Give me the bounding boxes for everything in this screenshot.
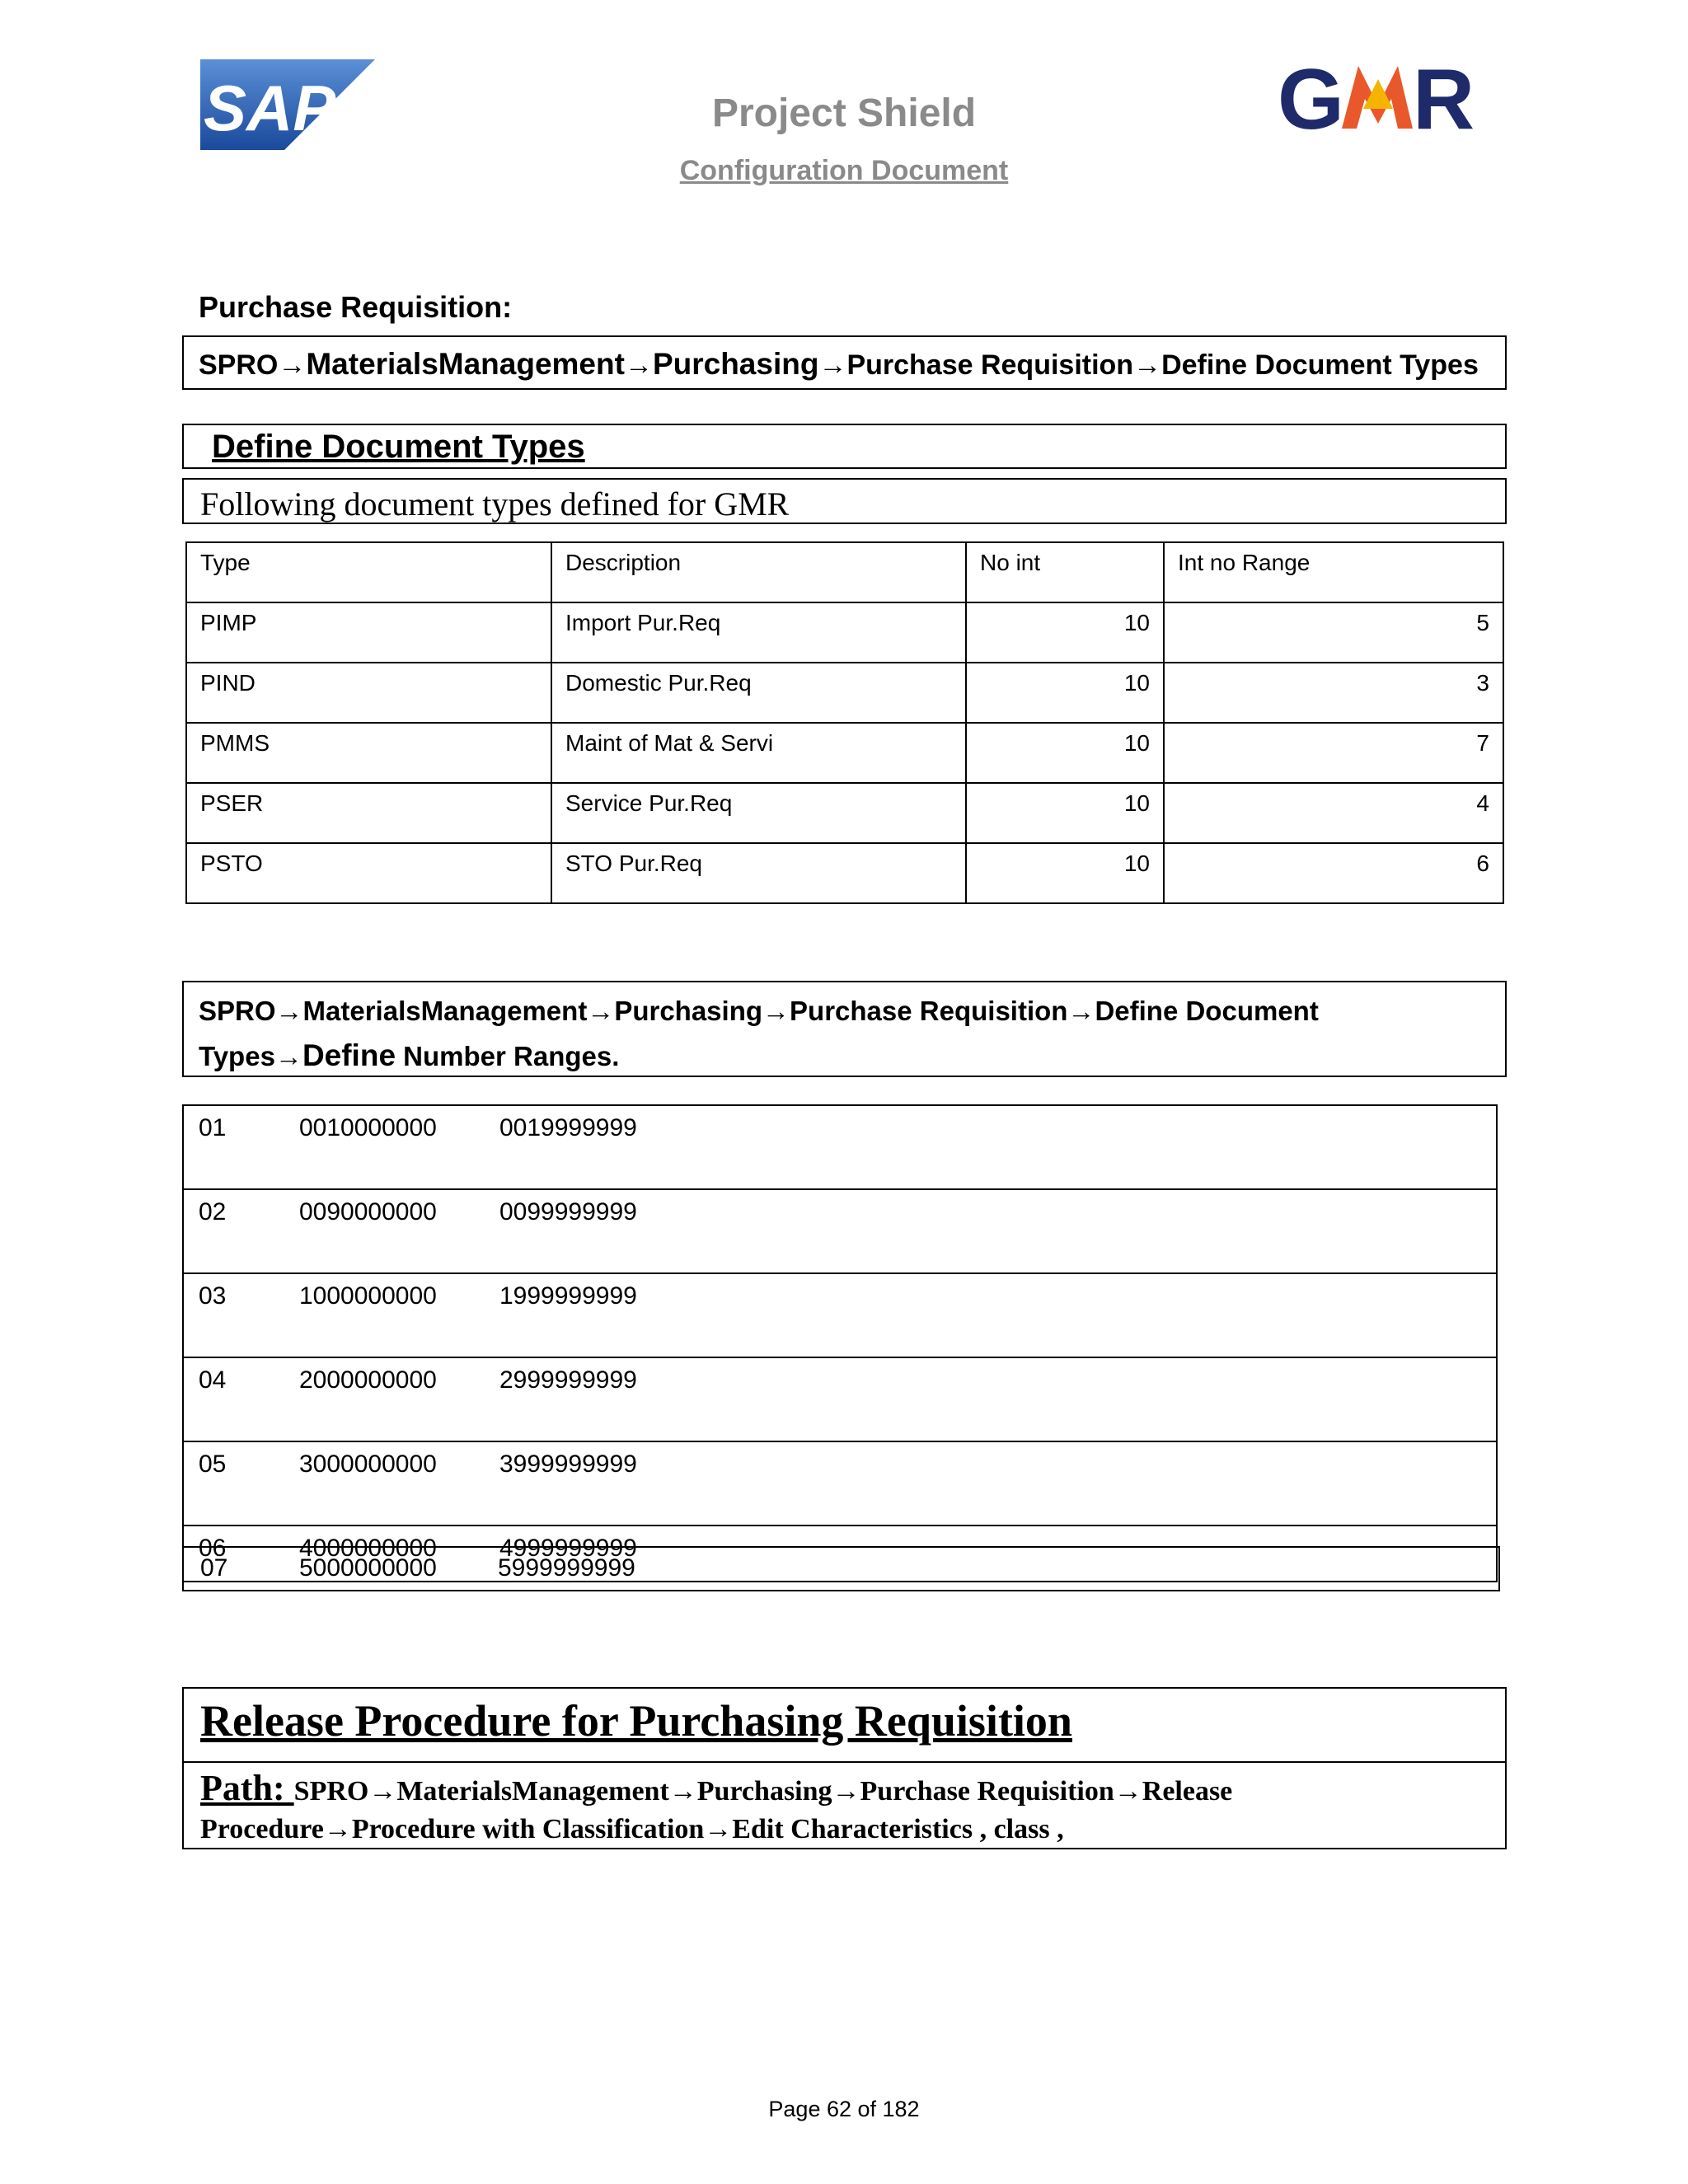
type-cell: PIMP (186, 602, 551, 663)
path-part: MaterialsManagement (302, 996, 588, 1026)
table-row (183, 1105, 1497, 1189)
document-types-intro: Following document types defined for GMR (182, 478, 1507, 524)
path-label: Path: (200, 1768, 294, 1808)
page-number: Page 62 of 182 (768, 2097, 920, 2121)
range-to: 0099999999 (499, 1189, 1497, 1273)
menu-path-number-ranges (182, 981, 1507, 1077)
range-from: 0010000000 (298, 1105, 499, 1189)
int-no-range-cell: 3 (1164, 663, 1503, 723)
range-from: 5000000000 (299, 1554, 437, 1582)
release-procedure-box (182, 1687, 1507, 1849)
arrow-icon: → (818, 349, 847, 381)
no-int-cell: 10 (966, 843, 1164, 903)
menu-path-document-types (182, 335, 1507, 390)
no-int-cell: 10 (966, 723, 1164, 783)
table-row (186, 663, 1503, 723)
range-to: 3999999999 (499, 1441, 1497, 1526)
range-no: 02 (183, 1189, 298, 1273)
range-from: 0090000000 (298, 1189, 499, 1273)
int-no-range-cell: 7 (1164, 723, 1503, 783)
table-row (186, 602, 1503, 663)
path-part: SPRO (199, 349, 279, 381)
description-cell: Domestic Pur.Req (551, 663, 966, 723)
range-to: 5999999999 (498, 1554, 635, 1582)
number-range-row (182, 1546, 1500, 1591)
svg-text:R: R (1413, 54, 1475, 137)
int-no-range-cell: 6 (1164, 843, 1503, 903)
path-part: Purchasing (652, 347, 819, 381)
path-line: Procedure→Procedure with Classification→Edit Characteristics , class , (200, 1814, 1064, 1844)
sap-logo-text: SAP (204, 72, 336, 144)
path-part: Number Ranges. (396, 1041, 620, 1071)
path-part: Define (302, 1038, 396, 1072)
range-from: 4000000000 (298, 1526, 499, 1582)
release-procedure-title: Release Procedure for Purchasing Requisition (200, 1696, 1072, 1746)
arrow-icon: → (1133, 349, 1162, 381)
arrow-icon: → (762, 996, 790, 1026)
description-cell: Service Pur.Req (551, 783, 966, 843)
column-header: Type (186, 542, 551, 602)
path-part: Define Document Types (1161, 349, 1479, 381)
column-header: Description (551, 542, 966, 602)
path-part: Purchase Requisition (846, 349, 1134, 381)
range-to: 1999999999 (499, 1273, 1497, 1357)
path-part: Purchasing (614, 996, 763, 1026)
table-row (186, 783, 1503, 843)
arrow-icon: → (274, 1041, 302, 1071)
svg-text:G: G (1278, 54, 1344, 137)
type-cell: PSER (186, 783, 551, 843)
section-heading: Purchase Requisition: (199, 290, 513, 324)
arrow-icon: → (278, 349, 307, 381)
no-int-cell: 10 (966, 602, 1164, 663)
range-no: 01 (183, 1105, 298, 1189)
range-to: 2999999999 (499, 1357, 1497, 1441)
description-cell: Import Pur.Req (551, 602, 966, 663)
int-no-range-cell: 4 (1164, 783, 1503, 843)
path-part: SPRO (199, 996, 276, 1026)
path-line (199, 989, 1490, 1033)
type-cell: PIND (186, 663, 551, 723)
arrow-icon: → (1067, 996, 1095, 1026)
column-header: No int (966, 542, 1164, 602)
path-part: Types (199, 1041, 275, 1071)
define-document-types-title: Define Document Types (182, 424, 1507, 469)
path-part: Define Document (1095, 996, 1319, 1026)
arrow-icon: → (275, 996, 303, 1026)
description-cell: Maint of Mat & Servi (551, 723, 966, 783)
type-cell: PMMS (186, 723, 551, 783)
range-no: 04 (183, 1357, 298, 1441)
type-cell: PSTO (186, 843, 551, 903)
table-row (183, 1273, 1497, 1357)
release-procedure-path (200, 1769, 1489, 1849)
document-types-table (185, 541, 1504, 904)
column-header: Int no Range (1164, 542, 1503, 602)
project-title: Project Shield (711, 91, 977, 135)
arrow-icon: → (587, 996, 615, 1026)
table-row (183, 1357, 1497, 1441)
divider (184, 1761, 1505, 1763)
range-no: 07 (200, 1554, 228, 1582)
path-part: Purchase Requisition (790, 996, 1068, 1026)
path-part: MaterialsManagement (306, 347, 625, 381)
table-row (186, 723, 1503, 783)
int-no-range-cell: 5 (1164, 602, 1503, 663)
no-int-cell: 10 (966, 663, 1164, 723)
range-no: 05 (183, 1441, 298, 1526)
table-row (183, 1441, 1497, 1526)
no-int-cell: 10 (966, 783, 1164, 843)
range-to: 0019999999 (499, 1105, 1497, 1189)
document-subtitle: Configuration Document (679, 155, 1009, 186)
range-no: 06 (183, 1526, 298, 1582)
table-row (183, 1189, 1497, 1273)
path-line (199, 1033, 1490, 1079)
number-ranges-table (182, 1104, 1498, 1582)
path-line: SPRO→MaterialsManagement→Purchasing→Purchase Requisition→Release (293, 1776, 1233, 1807)
range-from: 1000000000 (298, 1273, 499, 1357)
arrow-icon: → (624, 349, 653, 381)
range-from: 3000000000 (298, 1441, 499, 1526)
table-row (186, 843, 1503, 903)
range-from: 2000000000 (298, 1357, 499, 1441)
range-no: 03 (183, 1273, 298, 1357)
table-header-row (186, 542, 1503, 602)
description-cell: STO Pur.Req (551, 843, 966, 903)
range-to: 4999999999 (499, 1526, 1497, 1582)
